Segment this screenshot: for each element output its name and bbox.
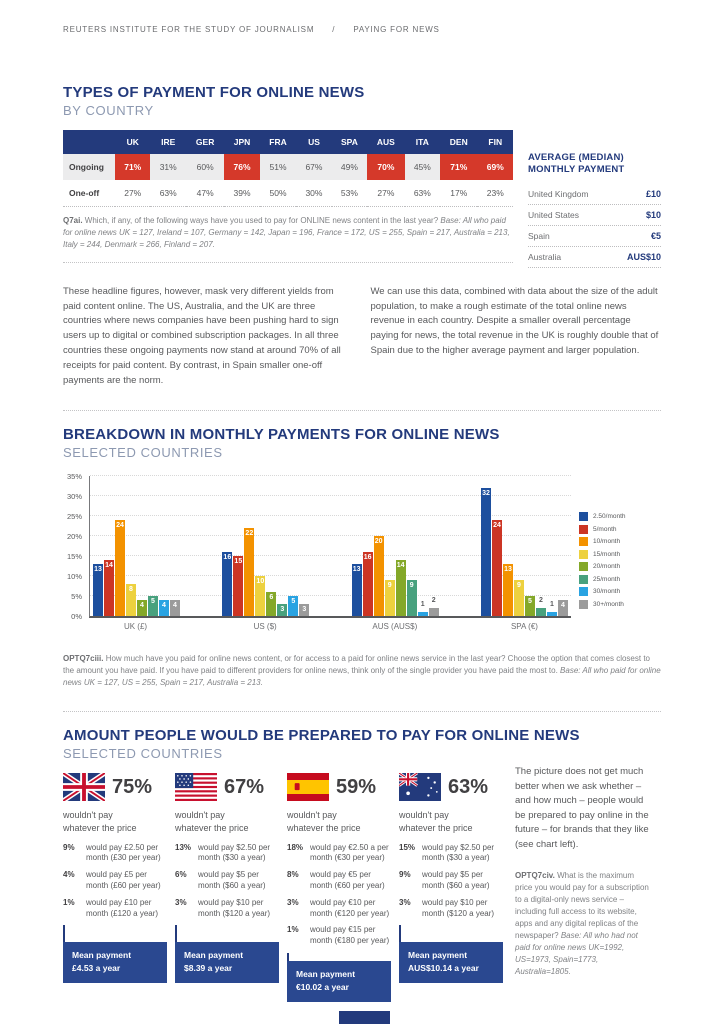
- spain-flag-icon: [287, 773, 329, 801]
- item-text: would pay $5 per month ($60 a year): [198, 870, 266, 891]
- x-axis-label: AUS (AUS$): [372, 622, 418, 632]
- headline-percentage: 67%: [224, 775, 265, 798]
- footnote-q7ai: [63, 215, 513, 251]
- table-row: [63, 154, 513, 180]
- footnote-question: How much have you paid for online news content, or for access to a paid for online news service in the last year? Choose the option that comes closest to the amount you have paid. If you have paid to different providers for online news, think only of the single provider you have paid the most to.: [63, 654, 650, 676]
- table-header: [63, 130, 513, 154]
- bar-value-label: 1: [550, 601, 554, 609]
- bar: [352, 564, 362, 616]
- bar-value-label: 22: [245, 530, 254, 538]
- chart-plot-area: [89, 476, 571, 618]
- item-text: would pay $2.50 per month ($30 a year): [422, 842, 495, 863]
- legend-item: [579, 600, 661, 609]
- bar-value-label: 2: [431, 597, 436, 605]
- section3-title: AMOUNT PEOPLE WOULD BE PREPARED TO PAY FOR ONLINE NEWS: [63, 727, 580, 745]
- country-column-header: FIN: [477, 130, 513, 154]
- bar-value-label: 8: [129, 586, 133, 594]
- legend-swatch-icon: [579, 600, 588, 609]
- pay-item: [63, 843, 167, 865]
- bar: [514, 580, 524, 616]
- bar: [255, 576, 265, 616]
- value-cell: 63%: [159, 187, 177, 198]
- y-axis-tick: 25%: [66, 512, 82, 522]
- country-label: Australia: [528, 252, 562, 263]
- legend-item: [579, 512, 661, 521]
- bar-value-label: 10: [256, 578, 265, 586]
- page-header: [63, 0, 661, 34]
- value-cell: 27%: [124, 187, 142, 198]
- bar: [525, 596, 535, 616]
- legend-label: 20/month: [593, 563, 621, 571]
- value-cell: 23%: [486, 187, 504, 198]
- item-text: would pay $10 per month ($120 a year): [422, 897, 495, 918]
- bar: [299, 604, 309, 616]
- pay-item: [287, 925, 391, 947]
- section1-subtitle: BY COUNTRY: [63, 103, 154, 118]
- connector-line: [63, 925, 167, 942]
- value-cell: 60%: [196, 162, 214, 172]
- footnote-question: What is the maximum price you would pay for a subscription to a digital-only news service – including full access to its website, apps and any digital replicas of the newspaper?: [515, 871, 649, 940]
- country-column-header: DEN: [440, 130, 477, 154]
- country-column-header: US: [296, 130, 331, 154]
- mean-payment-box: [63, 942, 167, 983]
- bar: [159, 600, 169, 616]
- chart-x-axis: [89, 622, 571, 631]
- legend-item: [579, 550, 661, 559]
- bar: [492, 520, 502, 616]
- bar: [429, 597, 439, 616]
- country-label: United States: [528, 210, 580, 221]
- item-text: would pay €2.50 a per month (€30 per year): [310, 842, 389, 863]
- bar: [93, 564, 103, 616]
- bar: [126, 584, 136, 616]
- section3-aside: [515, 765, 651, 983]
- country-column-header: AUS: [367, 130, 404, 154]
- headline-percentage: 63%: [448, 775, 489, 798]
- table-body: [63, 154, 513, 206]
- legend-swatch-icon: [579, 512, 588, 521]
- connector-line: [175, 925, 279, 942]
- pay-item: [287, 870, 391, 892]
- item-percentage: 15%: [399, 842, 416, 852]
- bar-value-label: 16: [223, 554, 232, 562]
- value-cell: 63%: [413, 187, 431, 198]
- y-axis-tick: 20%: [66, 532, 82, 542]
- headline-percentage: 59%: [336, 775, 377, 798]
- bar: [104, 560, 114, 616]
- country-column-header: IRE: [150, 130, 185, 154]
- footnote-base: Base: All who paid for online news UK = 127, US = 255, Spain = 217, Australia = 213.: [63, 666, 661, 688]
- bar-value-label: 15: [234, 558, 243, 566]
- bar: [503, 564, 513, 616]
- highlighted-value-cell: 71%: [440, 154, 477, 180]
- bar-value-label: 3: [280, 606, 285, 614]
- section1-title: TYPES OF PAYMENT FOR ONLINE NEWS: [63, 84, 365, 101]
- pay-column-header: [287, 773, 391, 801]
- section2-title: BREAKDOWN IN MONTHLY PAYMENTS FOR ONLINE NEWS: [63, 426, 500, 444]
- value-cell: 45%: [413, 162, 431, 172]
- item-text: would pay €10 per month (€120 per year): [310, 897, 390, 918]
- x-axis-label: US ($): [253, 622, 277, 632]
- chart-legend: [579, 476, 661, 618]
- table-corner-cell: [63, 130, 115, 154]
- bar: [222, 552, 232, 616]
- bar: [137, 600, 147, 616]
- bar: [363, 552, 373, 616]
- item-text: would pay €15 per month (€180 per year): [310, 925, 390, 946]
- row-label-cell: Ongoing: [69, 162, 104, 172]
- country-column-header: SPA: [332, 130, 367, 154]
- mean-payment-value: $8.39 a year: [184, 963, 233, 974]
- y-axis-tick: 30%: [66, 492, 82, 502]
- pay-items-list: [175, 843, 279, 926]
- payment-value: £10: [645, 189, 661, 200]
- bar: [385, 580, 395, 616]
- footnote-code: Q7ai.: [63, 215, 83, 225]
- monthly-payments-bar-chart: [63, 472, 661, 622]
- pay-column-spain: [287, 773, 391, 993]
- bar-value-label: 24: [493, 522, 501, 530]
- bar-value-label: 13: [94, 566, 102, 574]
- mean-payment-label: Mean payment: [408, 950, 468, 961]
- legend-item: [579, 562, 661, 571]
- item-percentage: 9%: [399, 870, 411, 880]
- footnote-optq7ciii: [63, 653, 661, 689]
- gridline: [90, 475, 571, 476]
- legend-item: [579, 525, 661, 534]
- highlighted-value-cell: 70%: [367, 154, 404, 180]
- item-text: would pay £2.50 per month (£30 per year): [86, 842, 161, 863]
- item-percentage: 13%: [175, 842, 192, 852]
- item-percentage: 4%: [63, 870, 75, 880]
- legend-label: 30/month: [593, 588, 621, 596]
- pay-item: [175, 898, 279, 920]
- legend-label: 30+/month: [593, 600, 624, 608]
- section2-subtitle: SELECTED COUNTRIES: [63, 445, 223, 461]
- bar: [547, 601, 557, 616]
- legend-swatch-icon: [579, 550, 588, 559]
- table-row: [63, 180, 513, 206]
- header-institute: REUTERS INSTITUTE FOR THE STUDY OF JOURNALISM: [63, 25, 315, 34]
- footnote-base: Base: All who paid for online news UK = 127, Ireland = 107, Germany = 142, Japan = 196, France = 172, US = 255, Spain = 217, Australia = 213, Italy = 244, Denmark = 266, Finland = 207.: [63, 215, 510, 249]
- page-footer-tab: [339, 1011, 390, 1024]
- no-pay-caption: wouldn't pay whatever the price: [175, 810, 249, 833]
- pay-item: [63, 870, 167, 892]
- item-percentage: 8%: [287, 870, 299, 880]
- payment-value: $10: [645, 210, 661, 221]
- country-label: United Kingdom: [528, 189, 589, 200]
- pay-item: [175, 870, 279, 892]
- body-paragraph-left: These headline figures, however, mask very different yields from paid content online. The US, Australia, and the UK are three countries where news companies have been pushing hard to sign users up to digital or combined subscription packages. In all three countries these ongoing payments now stand at around 70% of all receipts for paid content. By contrast, in Spain smaller one-off payments are the norm.: [63, 285, 341, 386]
- bar: [288, 596, 298, 616]
- header-separator: /: [332, 25, 336, 34]
- legend-swatch-icon: [579, 525, 588, 534]
- item-text: would pay $10 per month ($120 a year): [198, 897, 271, 918]
- country-column-header: GER: [186, 130, 224, 154]
- item-text: would pay €5 per month (€60 per year): [310, 870, 385, 891]
- value-cell: 50%: [269, 187, 287, 198]
- country-column-header: ITA: [405, 130, 440, 154]
- bar: [407, 580, 417, 616]
- bar-value-label: 9: [517, 582, 521, 590]
- bar-value-label: 5: [528, 598, 532, 606]
- value-cell: 51%: [269, 162, 287, 172]
- body-paragraph-right: We can use this data, combined with data about the size of the adult population, to make a rough estimate of the total online news revenue in each country. Despite a smaller overall percentage paying for news, the total revenue in the UK is roughly double that of Spain due to the higher average payment and larger population.: [370, 285, 659, 356]
- body-text: [63, 285, 661, 389]
- chart-y-axis: [63, 472, 89, 622]
- bar-value-label: 13: [352, 566, 361, 574]
- pay-item: [175, 843, 279, 865]
- pay-item: [399, 870, 503, 892]
- pay-column-uk: [63, 773, 167, 983]
- bar: [277, 604, 287, 616]
- bar-value-label: 4: [561, 602, 565, 610]
- bar-value-label: 6: [269, 594, 274, 602]
- bar: [481, 488, 491, 616]
- mean-payment-value: £4.53 a year: [72, 963, 121, 974]
- mean-payment-box: [287, 961, 391, 1002]
- payment-value: €5: [650, 231, 661, 242]
- payment-value: AUS$10: [626, 252, 661, 263]
- item-percentage: 18%: [287, 842, 304, 852]
- bar: [374, 536, 384, 616]
- pay-column-us: [175, 773, 279, 983]
- legend-label: 15/month: [593, 550, 621, 558]
- country-column-header: FRA: [260, 130, 296, 154]
- australia-flag-icon: [399, 773, 441, 801]
- aside-paragraph: The picture does not get much better when we ask whether – and how much – people would be prepared to pay online in the future – for brands that they like (see chart left).: [515, 766, 649, 850]
- bar-value-label: 24: [116, 522, 124, 530]
- divider: [63, 410, 661, 411]
- pay-column-australia: [399, 773, 503, 983]
- value-cell: 31%: [159, 162, 177, 172]
- bar: [244, 528, 254, 616]
- item-percentage: 6%: [175, 870, 187, 880]
- section-willingness-to-pay: [63, 727, 661, 993]
- y-axis-tick: 35%: [66, 472, 82, 482]
- connector-line: [287, 953, 391, 961]
- item-percentage: 3%: [175, 897, 187, 907]
- footnote-code: OPTQ7civ.: [515, 871, 555, 880]
- mean-payment-box: [175, 942, 279, 983]
- bar: [536, 597, 546, 616]
- item-text: would pay £10 per month (£120 a year): [86, 897, 159, 918]
- bar: [170, 600, 180, 616]
- x-axis-label: SPA (€): [510, 622, 538, 632]
- legend-label: 2.50/month: [593, 513, 626, 521]
- footnote-code: OPTQ7ciii.: [63, 654, 104, 664]
- value-cell: 67%: [305, 162, 323, 172]
- section-breakdown-chart: [63, 426, 661, 689]
- item-text: would pay $5 per month ($60 a year): [422, 870, 490, 891]
- bar-value-label: 5: [151, 598, 155, 606]
- connector-line: [399, 925, 503, 942]
- mean-payment-value: €10.02 a year: [296, 982, 349, 993]
- value-cell: 39%: [233, 187, 251, 198]
- pay-item: [63, 898, 167, 920]
- bar-value-label: 14: [396, 562, 405, 570]
- x-axis-label: UK (£): [123, 622, 148, 632]
- bar-value-label: 16: [363, 554, 372, 562]
- row-label-cell: One-off: [69, 187, 100, 198]
- bar: [115, 520, 125, 616]
- footnote-optq7civ: [515, 870, 651, 978]
- bar-value-label: 9: [387, 582, 392, 590]
- pay-column-header: [175, 773, 279, 801]
- divider: [63, 262, 513, 263]
- value-cell: 30%: [305, 187, 323, 198]
- headline-percentage: 75%: [112, 775, 153, 798]
- bar: [148, 596, 158, 616]
- bar-value-label: 13: [504, 566, 512, 574]
- value-cell: 47%: [196, 187, 214, 198]
- pay-item: [287, 898, 391, 920]
- bar-value-label: 3: [302, 606, 307, 614]
- payment-table-container: [63, 130, 513, 207]
- legend-swatch-icon: [579, 562, 588, 571]
- bar: [396, 560, 406, 616]
- legend-label: 25/month: [593, 575, 621, 583]
- bar: [233, 556, 243, 616]
- no-pay-caption: wouldn't pay whatever the price: [287, 810, 361, 833]
- country-column-header: UK: [115, 130, 150, 154]
- pay-item: [399, 843, 503, 865]
- bar: [418, 601, 428, 616]
- bar-value-label: 2: [539, 597, 543, 605]
- legend-item: [579, 537, 661, 546]
- mean-payment-label: Mean payment: [72, 950, 132, 961]
- median-payment-row: [528, 205, 661, 226]
- value-cell: 27%: [377, 187, 395, 198]
- bar-value-label: 9: [409, 582, 414, 590]
- uk-flag-icon: [63, 773, 105, 801]
- payment-types-table: [63, 130, 513, 207]
- pay-columns: [63, 773, 503, 993]
- legend-item: [579, 575, 661, 584]
- us-flag-icon: [175, 773, 217, 801]
- item-percentage: 3%: [287, 897, 299, 907]
- section3-subtitle: SELECTED COUNTRIES: [63, 746, 223, 762]
- bar-value-label: 14: [105, 562, 113, 570]
- pay-item: [287, 843, 391, 865]
- highlighted-value-cell: 71%: [115, 154, 150, 180]
- item-percentage: 1%: [287, 925, 299, 935]
- pay-items-list: [287, 843, 391, 953]
- bar-group-uk: [93, 520, 180, 616]
- item-percentage: 9%: [63, 842, 75, 852]
- bar-group-spa: [481, 488, 568, 616]
- pay-item: [399, 898, 503, 920]
- median-payment-row: [528, 226, 661, 247]
- bar-group-us: [222, 528, 309, 616]
- highlighted-value-cell: 76%: [224, 154, 259, 180]
- median-panel-rows: [528, 184, 661, 268]
- median-payment-row: [528, 184, 661, 205]
- bar-value-label: 32: [482, 490, 490, 498]
- legend-item: [579, 587, 661, 596]
- bar-value-label: 5: [291, 598, 296, 606]
- bar-value-label: 20: [374, 538, 383, 546]
- section-types-of-payment: [63, 84, 661, 268]
- item-percentage: 1%: [63, 897, 75, 907]
- no-pay-caption: wouldn't pay whatever the price: [399, 810, 473, 833]
- table-header-row: [63, 130, 513, 154]
- bar-value-label: 4: [162, 602, 166, 610]
- item-text: would pay £5 per month (£60 per year): [86, 870, 161, 891]
- legend-swatch-icon: [579, 537, 588, 546]
- mean-payment-label: Mean payment: [296, 969, 356, 980]
- footnote-base: Base: All who had not paid for online news UK=1992, US=1973, Spain=1773, Australia=1805.: [515, 931, 638, 976]
- y-axis-tick: 10%: [66, 572, 82, 582]
- country-label: Spain: [528, 231, 550, 242]
- value-cell: 49%: [340, 162, 358, 172]
- legend-label: 10/month: [593, 538, 621, 546]
- no-pay-caption: wouldn't pay whatever the price: [63, 810, 137, 833]
- mean-payment-box: [399, 942, 503, 983]
- bar: [558, 600, 568, 616]
- y-axis-tick: 15%: [66, 552, 82, 562]
- value-cell: 53%: [340, 187, 358, 198]
- legend-swatch-icon: [579, 587, 588, 596]
- bar-value-label: 4: [140, 602, 144, 610]
- pay-column-header: [399, 773, 503, 801]
- y-axis-tick: 5%: [71, 592, 82, 602]
- footnote-question: Which, if any, of the following ways have you used to pay for ONLINE news content in the last year?: [82, 215, 441, 225]
- country-column-header: JPN: [224, 130, 259, 154]
- bar-value-label: 4: [173, 602, 177, 610]
- item-text: would pay $2.50 per month ($30 a year): [198, 842, 271, 863]
- median-payment-row: [528, 247, 661, 268]
- item-percentage: 3%: [399, 897, 411, 907]
- pay-column-header: [63, 773, 167, 801]
- bar: [266, 592, 276, 616]
- bar-value-label: 1: [420, 601, 425, 609]
- value-cell: 17%: [450, 187, 468, 198]
- pay-items-list: [63, 843, 167, 926]
- header-section: PAYING FOR NEWS: [353, 25, 440, 34]
- mean-payment-value: AUS$10.14 a year: [408, 963, 479, 974]
- bar-group-aus: [352, 536, 439, 616]
- pay-items-list: [399, 843, 503, 926]
- legend-swatch-icon: [579, 575, 588, 584]
- divider: [63, 711, 661, 712]
- highlighted-value-cell: 69%: [477, 154, 513, 180]
- mean-payment-label: Mean payment: [184, 950, 244, 961]
- median-panel-title: AVERAGE (MEDIAN) MONTHLY PAYMENT: [528, 152, 625, 176]
- median-payment-panel: [528, 152, 661, 268]
- legend-label: 5/month: [593, 525, 617, 533]
- y-axis-tick: 0%: [71, 612, 82, 622]
